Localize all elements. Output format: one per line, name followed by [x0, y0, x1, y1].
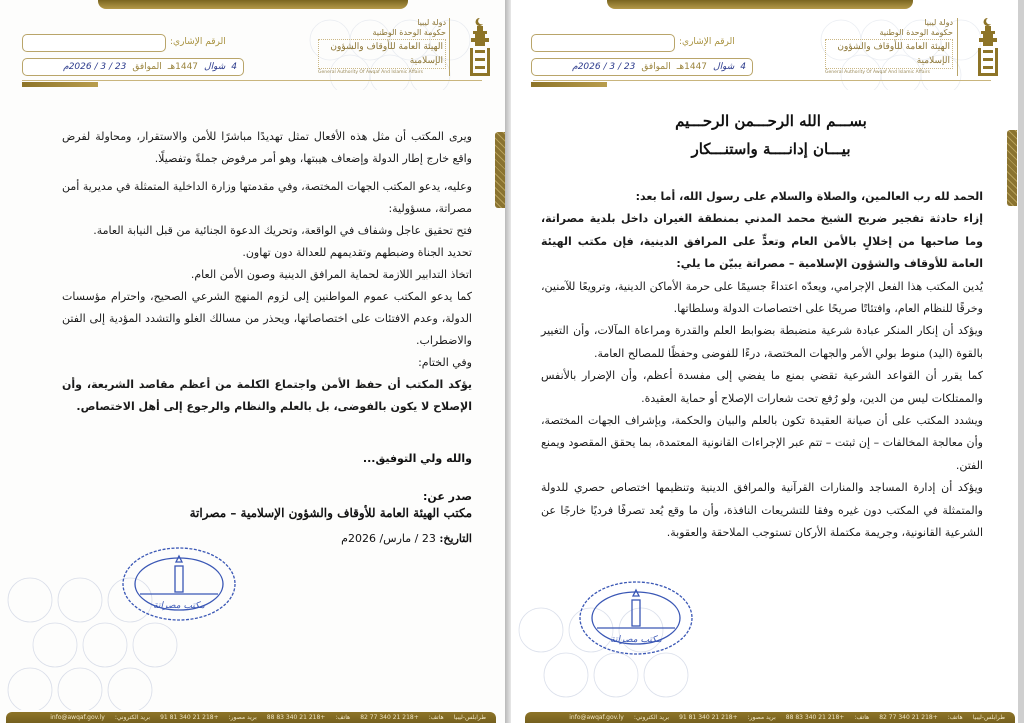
footer-phone-label: هاتف:	[947, 714, 963, 721]
basmala-heading: بســـم الله الرحـــمن الرحـــيم	[675, 112, 867, 130]
footer-phone-label: هاتف:	[428, 714, 444, 721]
gregorian-date: 23 / 3 / 2026م	[63, 62, 127, 72]
demand-item: فتح تحقيق عاجل وشفاف في الواقعة، وتحريك الدعوة الجنائية من قبل النيابة العامة.	[93, 224, 472, 237]
footer-city: طرابلس-ليبيا	[972, 714, 1005, 721]
issue-date-label: التاريخ:	[439, 532, 472, 545]
paragraph: كما يقرر أن القواعد الشرعية تقضي بمنع ما يفضي إلى مفسدة أعظم، وأن الإضرار بالأنفس والممتلكات ليس من الدين، ولو رُفع تحت شعارات الإصلاح أو حماية العقيدة.	[541, 369, 983, 405]
government-name: حكومة الوحدة الوطنية	[372, 28, 446, 37]
awqaf-minaret-logo-icon	[963, 16, 1013, 78]
awqaf-minaret-logo-icon	[455, 16, 505, 78]
footer-contact-bar	[525, 712, 1015, 723]
header-divider	[449, 18, 450, 76]
authority-name-ar: الهيئة العامة للأوقاف والشؤون الإسلامية	[318, 39, 446, 69]
footer-phone: +218 21 340 77 82	[360, 714, 419, 721]
footer-email: info@awqaf.gov.ly	[569, 714, 624, 721]
footer-pobox: +218 21 340 81 91	[679, 714, 738, 721]
conclusion-heading: وفي الختام:	[418, 356, 472, 369]
reference-number-label: الرقم الإشاري:	[170, 37, 226, 47]
document-page-1	[511, 0, 1018, 723]
hijri-year: 1447هـ	[676, 62, 708, 72]
paragraph: ويرى المكتب أن مثل هذه الأفعال تمثل تهديدًا مباشرًا للأمن والاستقرار، ومحاولة لفرض واقع خارج إطار الدولة وإضعاف هيبتها، وهو أمر مرفوض جملةً وتفصيلًا.	[62, 130, 472, 165]
footer-fax-label: هاتف:	[854, 714, 870, 721]
gregorian-date: 23 / 3 / 2026م	[572, 62, 636, 72]
hijri-day: 4	[740, 62, 746, 72]
footer-pobox-label: بريد مصور:	[747, 714, 776, 721]
footer-pobox: +218 21 340 81 91	[160, 714, 219, 721]
header-rule	[533, 80, 991, 81]
statement-title: بيـــان إدانــــة واستنـــكار	[691, 140, 851, 158]
closing-phrase: والله ولي التوفيق...	[362, 452, 472, 465]
corresponding-label: الموافق	[132, 62, 162, 72]
header-accent-stripe	[22, 82, 98, 87]
letterhead-text	[318, 18, 446, 76]
hijri-year: 1447هـ	[167, 62, 199, 72]
footer-contact-bar	[6, 712, 496, 723]
paragraph: يُدين المكتب هذا الفعل الإجرامي، ويعدّه اعتداءً جسيمًا على حرمة الأماكن الدينية، وترويعًا للآمنين، وخرقًا للنظام العام، وافتئاتًا صريحًا على اختصاصات الدولة وسلطاتها.	[541, 279, 983, 316]
authority-name-en: General Authority Of Awqaf And Islamic Affairs	[318, 70, 424, 75]
issue-date-value: 23 / مارس/ 2026م	[341, 532, 436, 545]
header-divider	[957, 18, 958, 76]
hijri-day: 4	[231, 62, 237, 72]
greeting: الحمد لله رب العالمين، والصلاة والسلام على رسول الله، أما بعد:	[635, 190, 983, 203]
paragraph: وعليه، يدعو المكتب الجهات المختصة، وفي مقدمتها وزارة الداخلية المتمثلة في مديرية أمن مصراتة، مسؤولية:	[62, 180, 472, 215]
issue-date	[200, 532, 472, 545]
hijri-month: شوال	[713, 62, 735, 72]
official-stamp-icon	[120, 544, 238, 624]
header-accent-stripe	[531, 82, 607, 87]
issuer-name: مكتب الهيئة العامة للأوقاف والشؤون الإسلامية – مصراتة	[189, 506, 472, 520]
paragraph: ويؤكد أن إنكار المنكر عبادة شرعية منضبطة بضوابط العلم والقدرة ومراعاة المآلات، وأن التغيير بالقوة (اليد) منوط بولي الأمر والجهات المختصة، درءًا للفوضى وحفظًا للمصالح العامة.	[541, 324, 983, 360]
demand-item: اتخاذ التدابير اللازمة لحماية المرافق الدينية وصون الأمن العام.	[190, 268, 472, 281]
header-gold-band	[607, 0, 913, 9]
authority-name-ar: الهيئة العامة للأوقاف والشؤون الإسلامية	[825, 39, 953, 69]
reference-number-field	[22, 34, 166, 52]
issued-by-label: صدر عن:	[423, 490, 472, 503]
side-decorative-tab	[495, 132, 505, 208]
page-edge	[1018, 0, 1024, 723]
statement-body	[541, 186, 983, 545]
date-field	[531, 58, 753, 76]
state-name: دولة ليبيا	[417, 18, 446, 27]
paragraph: ويؤكد أن إدارة المساجد والمنارات القرآنية والمرافق الدينية وتنظيمها اختصاص حصري للدولة والمتمثلة في المكتب دون غيره وفقا للتشريعات النافذة، وأن ما وقع يُعد تصرفًا فرديًا خارجًا عن الشرعية القانونية، وجريمة مكتملة الأركان تستوجب الملاحقة والعقوبة.	[541, 481, 983, 540]
paragraph: كما يدعو المكتب عموم المواطنين إلى لزوم المنهج الشرعي الصحيح، واحترام مؤسسات الدولة، وعدم الافتئات على اختصاصاتها، ويحذر من مسالك الغلو والتشدد المؤدية إلى الفتن والاضطراب.	[62, 290, 472, 347]
paragraph: ويشدد المكتب على أن صيانة العقيدة تكون بالعلم والبيان والحكمة، وبإشراف الجهات المختصة، وأن معالجة المخالفات – إن ثبتت – تتم عبر الإجراءات القانونية المعتمدة، بما يحقق المقصود ويمنع الفتن.	[541, 414, 983, 472]
footer-fax: +218 21 340 83 88	[785, 714, 845, 721]
hijri-month: شوال	[204, 62, 226, 72]
document-page-2	[0, 0, 505, 723]
conclusion-text: يؤكد المكتب أن حفظ الأمن واجتماع الكلمة من أعظم مقاصد الشريعة، وأن الإصلاح لا يكون بالفوضى، بل بالعلم والنظام والرجوع إلى أهل الاختصاص.	[62, 378, 472, 413]
corresponding-label: الموافق	[641, 62, 671, 72]
letterhead-text	[825, 18, 953, 76]
footer-email-label: بريد الكتروني:	[633, 714, 670, 721]
state-name: دولة ليبيا	[924, 18, 953, 27]
footer-pobox-label: بريد مصور:	[228, 714, 257, 721]
side-decorative-tab	[1007, 130, 1017, 206]
header-rule	[22, 80, 482, 81]
reference-number-label: الرقم الإشاري:	[679, 37, 735, 47]
statement-body-continued	[62, 126, 472, 418]
date-field	[22, 58, 244, 76]
footer-phone: +218 21 340 77 82	[879, 714, 938, 721]
stamp-text: مكتب مصراتة	[153, 601, 205, 611]
footer-email: info@awqaf.gov.ly	[50, 714, 105, 721]
demand-item: تحديد الجناة وضبطهم وتقديمهم للعدالة دون تهاون.	[242, 246, 472, 259]
reference-number-field	[531, 34, 675, 52]
footer-email-label: بريد الكتروني:	[114, 714, 151, 721]
government-name: حكومة الوحدة الوطنية	[879, 28, 953, 37]
footer-fax: +218 21 340 83 88	[266, 714, 326, 721]
intro-paragraph: إزاء حادثة تفجير ضريح الشيخ محمد المدني بمنطقة الغيران داخل بلدية مصراتة، وما صاحبها من إخلالٍ بالأمن العام وتعدٍّ على المرافق الدينية، فإن مكتب الهيئة العامة للأوقاف والشؤون الإسلامية – مصراتة يبيّن ما يلي:	[541, 212, 983, 271]
footer-fax-label: هاتف:	[335, 714, 351, 721]
footer-city: طرابلس-ليبيا	[453, 714, 486, 721]
header-gold-band	[98, 0, 408, 9]
official-stamp-icon	[577, 578, 695, 658]
stamp-text: مكتب مصراتة	[610, 635, 662, 645]
authority-name-en: General Authority Of Awqaf And Islamic Affairs	[825, 70, 931, 75]
